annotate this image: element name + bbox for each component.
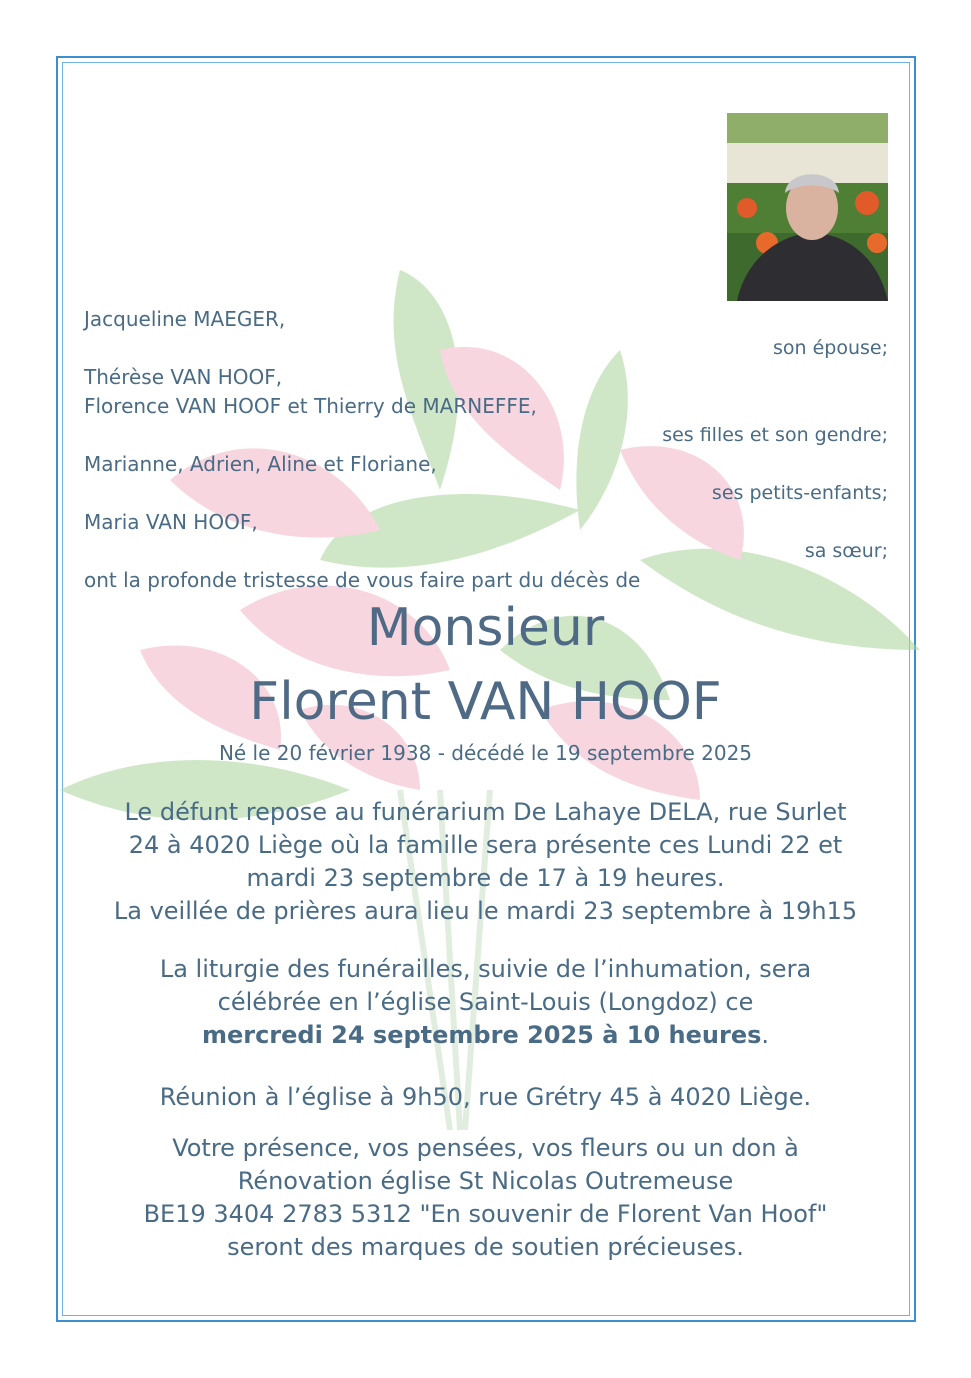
honorific: Monsieur xyxy=(366,598,605,658)
visitation-line-2: 24 à 4020 Liège où la famille sera présente ces Lundi 22 et xyxy=(128,831,843,859)
funeral-date-line xyxy=(80,1019,891,1052)
announcement-text: ont la profonde tristesse de vous faire part du décès de xyxy=(84,568,641,592)
donation-line-2: Rénovation église St Nicolas Outremeuse xyxy=(237,1167,734,1195)
life-dates: Né le 20 février 1938 - décédé le 19 septembre 2025 xyxy=(218,741,753,765)
donation-line-1: Votre présence, vos pensées, vos fleurs ou un don à xyxy=(172,1134,799,1162)
visitation-line-4: La veillée de prières aura lieu le mardi 23 septembre à 19h15 xyxy=(113,897,858,925)
grandchildren-relation: ses petits-enfants; xyxy=(711,482,888,504)
donation-line-3: BE19 3404 2783 5312 "En souvenir de Florent Van Hoof" xyxy=(143,1200,828,1228)
deceased-photo xyxy=(727,113,888,301)
daughter-2-name: Florence VAN HOOF et Thierry de MARNEFFE, xyxy=(84,394,537,418)
daughters-relation: ses filles et son gendre; xyxy=(662,424,888,446)
funeral-info xyxy=(80,953,891,1052)
daughter-1-name: Thérèse VAN HOOF, xyxy=(84,365,283,389)
sister-relation: sa sœur; xyxy=(804,540,888,562)
funeral-line-1: La liturgie des funérailles, suivie de l’inhumation, sera xyxy=(159,955,812,983)
meeting-info: Réunion à l’église à 9h50, rue Grétry 45 à 4020 Liège. xyxy=(159,1083,812,1111)
visitation-line-1: Le défunt repose au funérarium De Lahaye DELA, rue Surlet xyxy=(124,798,847,826)
visitation-info xyxy=(80,796,891,928)
visitation-line-3: mardi 23 septembre de 17 à 19 heures. xyxy=(246,864,725,892)
funeral-date: mercredi 24 septembre 2025 à 10 heures xyxy=(201,1021,762,1049)
deceased-name: Florent VAN HOOF xyxy=(249,672,722,732)
donation-line-4: seront des marques de soutien précieuses. xyxy=(227,1233,744,1261)
spouse-name: Jacqueline MAEGER, xyxy=(84,307,286,331)
funeral-date-end: . xyxy=(761,1021,770,1049)
funeral-line-2: célébrée en l’église Saint-Louis (Longdoz) ce xyxy=(217,988,754,1016)
spouse-relation: son épouse; xyxy=(772,337,888,359)
donation-info xyxy=(80,1132,891,1264)
family-list xyxy=(84,305,888,595)
sister-name: Maria VAN HOOF, xyxy=(84,510,258,534)
grandchildren-names: Marianne, Adrien, Aline et Floriane, xyxy=(84,452,437,476)
